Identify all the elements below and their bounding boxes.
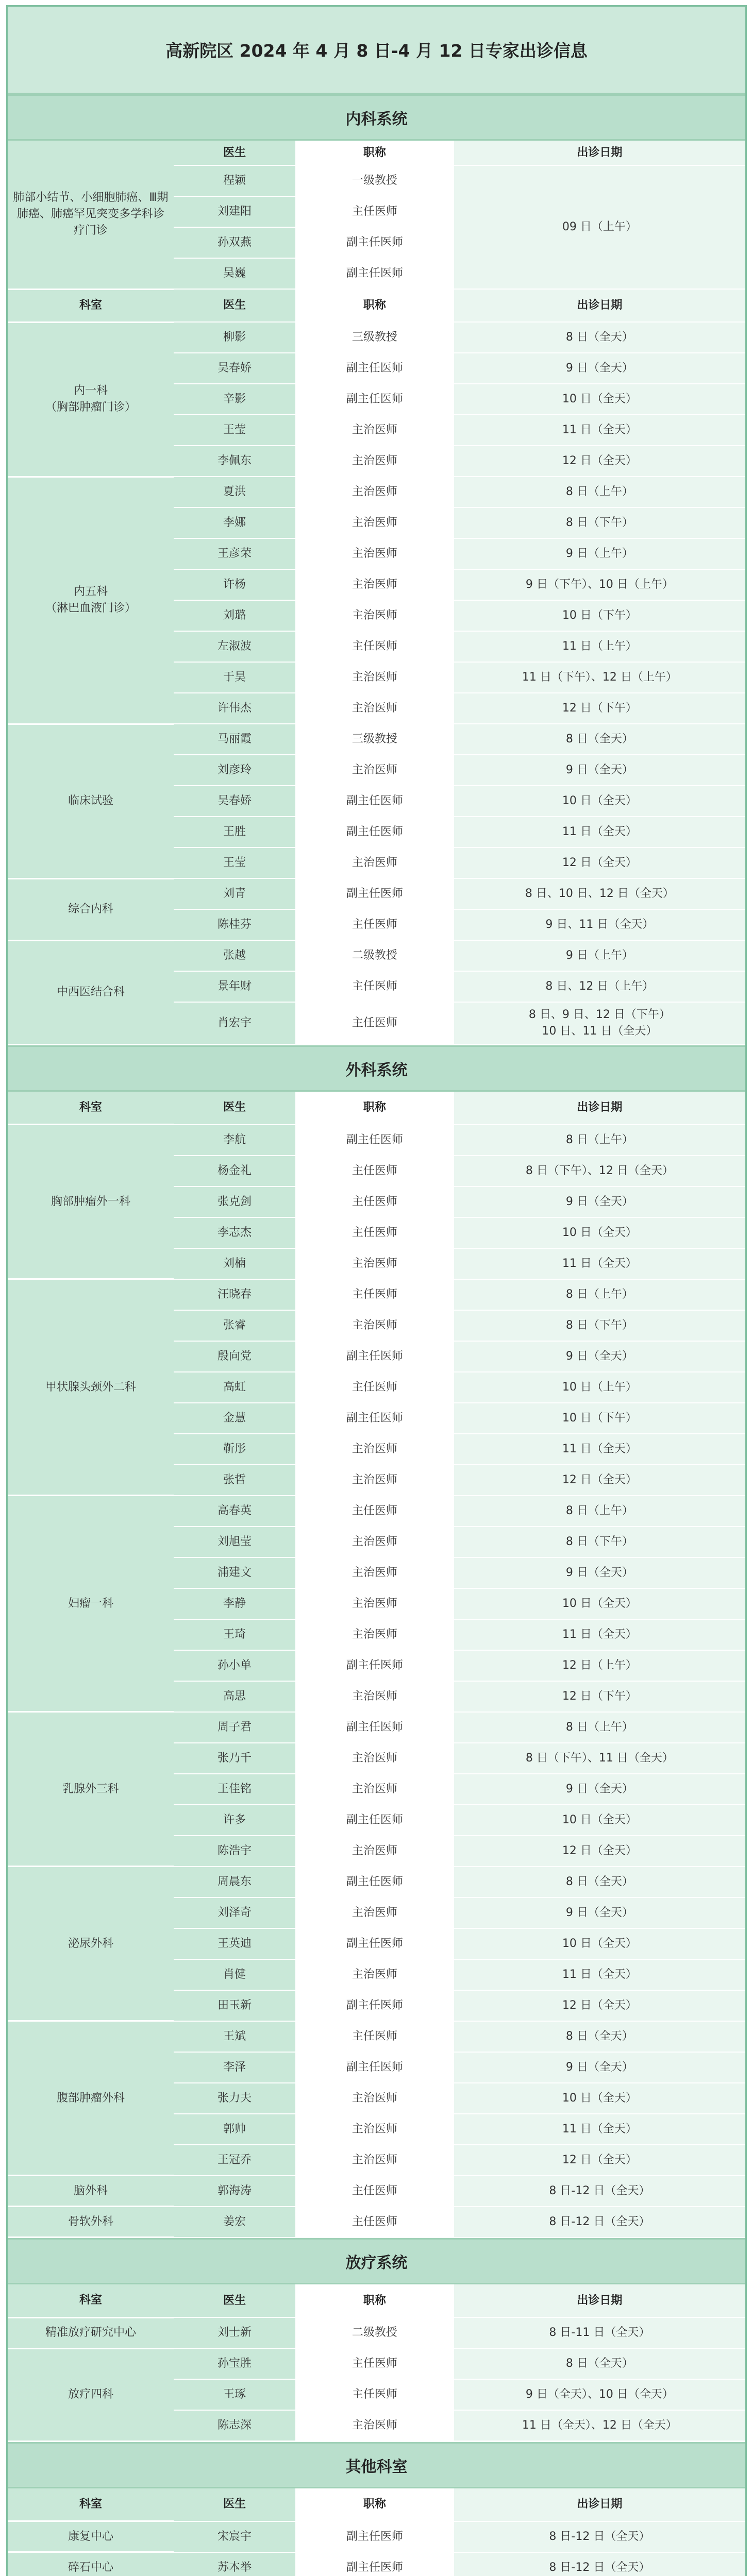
doctor-name: 辛影 — [174, 384, 295, 415]
visit-date: 9 日（全天） — [454, 1557, 745, 1588]
doctor-title: 副主任医师 — [295, 1805, 454, 1836]
visit-date: 8 日、12 日（上午） — [454, 971, 745, 1002]
doctor-title: 主任医师 — [295, 2348, 454, 2379]
table-row — [8, 2521, 745, 2552]
header-date: 出诊日期 — [454, 1092, 745, 1125]
department-name: 综合内科 — [8, 878, 174, 940]
department-name: 精准放疗研究中心 — [8, 2317, 174, 2348]
doctor-title: 一级教授 — [295, 165, 454, 196]
visit-date: 11 日（全天）、12 日（全天） — [454, 2410, 745, 2441]
header-dept: 科室 — [8, 1092, 174, 1125]
visit-date: 8 日（上午） — [454, 1712, 745, 1743]
doctor-name: 夏洪 — [174, 477, 295, 507]
doctor-title: 主治医师 — [295, 1557, 454, 1588]
visit-date: 10 日（下午） — [454, 1403, 745, 1434]
doctor-name: 李娜 — [174, 507, 295, 538]
department-name: 康复中心 — [8, 2521, 174, 2552]
header-dept: 科室 — [8, 2488, 174, 2521]
visit-date: 8 日、10 日、12 日（全天） — [454, 878, 745, 909]
doctor-title: 主治医师 — [295, 1465, 454, 1496]
visit-date: 12 日（全天） — [454, 2145, 745, 2176]
visit-date: 10 日（全天） — [454, 2083, 745, 2114]
doctor-title: 主治医师 — [295, 1836, 454, 1867]
doctor-title: 二级教授 — [295, 940, 454, 971]
doctor-title: 主治医师 — [295, 2145, 454, 2176]
visit-date: 8 日（上午） — [454, 1125, 745, 1156]
doctor-name: 孙双燕 — [174, 227, 295, 258]
schedule-table — [8, 1092, 745, 2239]
doctor-title: 主治医师 — [295, 538, 454, 569]
department-name: 临床试验 — [8, 724, 174, 878]
header-doctor: 医生 — [174, 2488, 295, 2521]
doctor-title: 主治医师 — [295, 662, 454, 693]
doctor-name: 张乃千 — [174, 1743, 295, 1774]
visit-date: 8 日-12 日（全天） — [454, 2521, 745, 2552]
doctor-title: 主任医师 — [295, 1279, 454, 1310]
doctor-name: 周晨东 — [174, 1867, 295, 1897]
doctor-name: 李志杰 — [174, 1217, 295, 1248]
doctor-name: 刘楠 — [174, 1248, 295, 1279]
visit-date: 8 日（全天） — [454, 1867, 745, 1897]
visit-date: 10 日（上午） — [454, 1372, 745, 1403]
doctor-name: 高虹 — [174, 1372, 295, 1403]
department-name: 甲状腺头颈外二科 — [8, 1279, 174, 1496]
table-row — [8, 2176, 745, 2207]
doctor-title: 主治医师 — [295, 1681, 454, 1712]
visit-date: 8 日-11 日（全天） — [454, 2317, 745, 2348]
doctor-title: 副主任医师 — [295, 2521, 454, 2552]
doctor-name: 刘泽奇 — [174, 1897, 295, 1928]
doctor-name: 张克剑 — [174, 1187, 295, 1217]
doctor-title: 主治医师 — [295, 1959, 454, 1990]
doctor-name: 王英迪 — [174, 1928, 295, 1959]
doctor-title: 主治医师 — [295, 1897, 454, 1928]
doctor-name: 陈桂芬 — [174, 909, 295, 940]
department-name: 内五科 （淋巴血液门诊） — [8, 477, 174, 724]
doctor-title: 二级教授 — [295, 2317, 454, 2348]
department-name: 乳腺外三科 — [8, 1712, 174, 1867]
doctor-name: 程颖 — [174, 165, 295, 196]
doctor-name: 张力夫 — [174, 2083, 295, 2114]
visit-date: 12 日（上午） — [454, 1650, 745, 1681]
visit-date: 10 日（全天） — [454, 384, 745, 415]
doctor-title: 副主任医师 — [295, 384, 454, 415]
doctor-title: 主治医师 — [295, 1619, 454, 1650]
table-row — [8, 2348, 745, 2379]
visit-date: 9 日（全天） — [454, 1774, 745, 1805]
header-title: 职称 — [295, 2284, 454, 2317]
doctor-title: 主任医师 — [295, 909, 454, 940]
doctor-title: 副主任医师 — [295, 1712, 454, 1743]
visit-date: 8 日（下午）、12 日（全天） — [454, 1156, 745, 1187]
visit-date: 10 日（全天） — [454, 786, 745, 817]
department-name: 骨软外科 — [8, 2207, 174, 2238]
doctor-name: 王莹 — [174, 848, 295, 878]
doctor-title: 主任医师 — [295, 2176, 454, 2207]
doctor-title: 副主任医师 — [295, 1990, 454, 2021]
table-row — [8, 2317, 745, 2348]
doctor-title: 副主任医师 — [295, 1928, 454, 1959]
visit-date: 12 日（下午） — [454, 1681, 745, 1712]
department-name: 肺部小结节、小细胞肺癌、Ⅲ期肺癌、肺癌罕见突变多学科诊疗门诊 — [8, 141, 174, 289]
doctor-title: 副主任医师 — [295, 1125, 454, 1156]
table-row — [8, 1867, 745, 1897]
doctor-name: 景年财 — [174, 971, 295, 1002]
header-dept: 科室 — [8, 289, 174, 322]
doctor-name: 刘建阳 — [174, 196, 295, 227]
doctor-title: 主任医师 — [295, 1217, 454, 1248]
doctor-name: 王彦荣 — [174, 538, 295, 569]
doctor-title: 主治医师 — [295, 755, 454, 786]
section-title: 其他科室 — [8, 2442, 745, 2488]
doctor-title: 主任医师 — [295, 2021, 454, 2052]
visit-date: 12 日（全天） — [454, 848, 745, 878]
doctor-name: 王琢 — [174, 2379, 295, 2410]
table-header-row — [8, 2284, 745, 2317]
table-row — [8, 1712, 745, 1743]
visit-date: 8 日、9 日、12 日（下午） 10 日、11 日（全天） — [454, 1002, 745, 1044]
visit-date: 12 日（全天） — [454, 446, 745, 477]
header-doctor: 医生 — [174, 141, 295, 165]
visit-date: 8 日（下午） — [454, 1527, 745, 1557]
doctor-name: 周子君 — [174, 1712, 295, 1743]
doctor-title: 主治医师 — [295, 2083, 454, 2114]
doctor-title: 主治医师 — [295, 1743, 454, 1774]
doctor-name: 刘青 — [174, 878, 295, 909]
visit-date: 10 日（全天） — [454, 1217, 745, 1248]
department-name: 泌尿外科 — [8, 1867, 174, 2021]
visit-date: 11 日（全天） — [454, 2114, 745, 2145]
visit-date: 9 日（全天） — [454, 2052, 745, 2083]
header-date: 出诊日期 — [454, 2488, 745, 2521]
doctor-name: 苏本举 — [174, 2552, 295, 2576]
visit-date: 8 日（下午） — [454, 1310, 745, 1341]
header-doctor: 医生 — [174, 2284, 295, 2317]
visit-date: 10 日（全天） — [454, 1805, 745, 1836]
doctor-name: 陈志深 — [174, 2410, 295, 2441]
doctor-name: 许多 — [174, 1805, 295, 1836]
doctor-name: 杨金礼 — [174, 1156, 295, 1187]
doctor-title: 主治医师 — [295, 415, 454, 446]
header-date: 出诊日期 — [454, 289, 745, 322]
department-name: 腹部肿瘤外科 — [8, 2021, 174, 2176]
doctor-name: 左淑波 — [174, 631, 295, 662]
doctor-name: 田玉新 — [174, 1990, 295, 2021]
doctor-title: 主治医师 — [295, 477, 454, 507]
visit-date: 8 日-12 日（全天） — [454, 2207, 745, 2238]
doctor-name: 许杨 — [174, 569, 295, 600]
section-title: 外科系统 — [8, 1045, 745, 1092]
doctor-name: 宋宸宇 — [174, 2521, 295, 2552]
doctor-name: 王冠乔 — [174, 2145, 295, 2176]
doctor-title: 副主任医师 — [295, 1341, 454, 1372]
section-title: 放疗系统 — [8, 2238, 745, 2284]
doctor-title: 主治医师 — [295, 2114, 454, 2145]
doctor-name: 张哲 — [174, 1465, 295, 1496]
doctor-title: 主治医师 — [295, 1774, 454, 1805]
doctor-name: 浦建文 — [174, 1557, 295, 1588]
department-name: 内一科 （胸部肿瘤门诊） — [8, 322, 174, 477]
table-row — [8, 2207, 745, 2238]
doctor-title: 主治医师 — [295, 569, 454, 600]
visit-date: 9 日（上午） — [454, 940, 745, 971]
doctor-title: 副主任医师 — [295, 786, 454, 817]
visit-date: 8 日（全天） — [454, 2021, 745, 2052]
doctor-title: 主治医师 — [295, 1588, 454, 1619]
visit-date: 12 日（下午） — [454, 693, 745, 724]
doctor-name: 张睿 — [174, 1310, 295, 1341]
doctor-title: 副主任医师 — [295, 258, 454, 289]
doctor-title: 主治医师 — [295, 507, 454, 538]
doctor-name: 孙小单 — [174, 1650, 295, 1681]
doctor-title: 主任医师 — [295, 2207, 454, 2238]
doctor-title: 主治医师 — [295, 693, 454, 724]
schedule-table — [8, 2488, 745, 2576]
visit-date: 11 日（全天） — [454, 1434, 745, 1465]
visit-date: 11 日（全天） — [454, 1619, 745, 1650]
department-name: 妇瘤一科 — [8, 1496, 174, 1712]
doctor-title: 副主任医师 — [295, 227, 454, 258]
doctor-title: 主任医师 — [295, 631, 454, 662]
doctor-name: 孙宝胜 — [174, 2348, 295, 2379]
table-row — [8, 1279, 745, 1310]
doctor-name: 王斌 — [174, 2021, 295, 2052]
table-row — [8, 477, 745, 507]
doctor-name: 李航 — [174, 1125, 295, 1156]
visit-date: 8 日（下午） — [454, 507, 745, 538]
header-date: 出诊日期 — [454, 2284, 745, 2317]
doctor-title: 主治医师 — [295, 2410, 454, 2441]
doctor-name: 李静 — [174, 1588, 295, 1619]
header-doctor: 医生 — [174, 1092, 295, 1125]
doctor-name: 肖健 — [174, 1959, 295, 1990]
header-dept: 科室 — [8, 2284, 174, 2317]
doctor-title: 副主任医师 — [295, 817, 454, 848]
visit-date: 11 日（全天） — [454, 415, 745, 446]
visit-date: 8 日（全天） — [454, 2348, 745, 2379]
header-title: 职称 — [295, 1092, 454, 1125]
doctor-title: 主治医师 — [295, 1527, 454, 1557]
visit-date: 9 日（全天） — [454, 1341, 745, 1372]
doctor-name: 汪晓春 — [174, 1279, 295, 1310]
department-name: 胸部肿瘤外一科 — [8, 1125, 174, 1279]
table-row — [8, 724, 745, 755]
page-title: 高新院区 2024 年 4 月 8 日-4 月 12 日专家出诊信息 — [8, 7, 745, 94]
department-name: 碎石中心 — [8, 2552, 174, 2576]
table-row — [8, 1496, 745, 1527]
visit-date: 8 日（全天） — [454, 322, 745, 353]
visit-date: 9 日（全天） — [454, 1897, 745, 1928]
doctor-title: 主任医师 — [295, 971, 454, 1002]
department-name: 中西医结合科 — [8, 940, 174, 1044]
table-row — [8, 2552, 745, 2576]
doctor-name: 刘彦玲 — [174, 755, 295, 786]
header-title: 职称 — [295, 141, 454, 165]
doctor-name: 金慧 — [174, 1403, 295, 1434]
visit-date: 8 日-12 日（全天） — [454, 2176, 745, 2207]
section-title: 内科系统 — [8, 94, 745, 141]
doctor-title: 副主任医师 — [295, 353, 454, 384]
doctor-title: 主治医师 — [295, 600, 454, 631]
doctor-title: 主任医师 — [295, 1496, 454, 1527]
schedule-table — [8, 2284, 745, 2442]
doctor-name: 张越 — [174, 940, 295, 971]
visit-date: 9 日（全天） — [454, 755, 745, 786]
doctor-title: 三级教授 — [295, 322, 454, 353]
schedule-table — [8, 141, 745, 1045]
doctor-title: 副主任医师 — [295, 1650, 454, 1681]
visit-date: 8 日（上午） — [454, 1496, 745, 1527]
header-doctor: 医生 — [174, 289, 295, 322]
doctor-name: 吴巍 — [174, 258, 295, 289]
visit-date: 12 日（全天） — [454, 1465, 745, 1496]
doctor-title: 主任医师 — [295, 1156, 454, 1187]
doctor-name: 王莹 — [174, 415, 295, 446]
doctor-name: 于昊 — [174, 662, 295, 693]
table-header-row — [8, 1092, 745, 1125]
visit-date: 8 日（全天） — [454, 724, 745, 755]
doctor-name: 李佩东 — [174, 446, 295, 477]
visit-date: 8 日-12 日（全天） — [454, 2552, 745, 2576]
doctor-name: 陈浩宇 — [174, 1836, 295, 1867]
visit-date: 10 日（下午） — [454, 600, 745, 631]
doctor-name: 郭海涛 — [174, 2176, 295, 2207]
mdt-header-row — [8, 141, 745, 165]
visit-date: 9 日（全天） — [454, 353, 745, 384]
department-name: 脑外科 — [8, 2176, 174, 2207]
department-name: 放疗四科 — [8, 2348, 174, 2441]
header-title: 职称 — [295, 2488, 454, 2521]
table-row — [8, 322, 745, 353]
doctor-title: 主治医师 — [295, 1248, 454, 1279]
doctor-title: 副主任医师 — [295, 1403, 454, 1434]
doctor-name: 刘士新 — [174, 2317, 295, 2348]
visit-date: 11 日（上午） — [454, 631, 745, 662]
doctor-name: 柳影 — [174, 322, 295, 353]
doctor-title: 主治医师 — [295, 1310, 454, 1341]
doctor-title: 主治医师 — [295, 1434, 454, 1465]
visit-date: 9 日（上午） — [454, 538, 745, 569]
doctor-title: 主任医师 — [295, 1002, 454, 1044]
visit-date: 11 日（全天） — [454, 1959, 745, 1990]
doctor-name: 吴春娇 — [174, 353, 295, 384]
visit-date: 8 日（下午）、11 日（全天） — [454, 1743, 745, 1774]
header-title: 职称 — [295, 289, 454, 322]
doctor-name: 李泽 — [174, 2052, 295, 2083]
doctor-name: 许伟杰 — [174, 693, 295, 724]
doctor-title: 主治医师 — [295, 848, 454, 878]
visit-date: 10 日（全天） — [454, 1588, 745, 1619]
doctor-title: 主任医师 — [295, 1372, 454, 1403]
doctor-name: 王胜 — [174, 817, 295, 848]
visit-date: 11 日（下午）、12 日（上午） — [454, 662, 745, 693]
doctor-title: 副主任医师 — [295, 2552, 454, 2576]
table-row — [8, 2021, 745, 2052]
visit-date: 10 日（全天） — [454, 1928, 745, 1959]
doctor-name: 郭帅 — [174, 2114, 295, 2145]
table-header-row — [8, 289, 745, 322]
visit-date: 12 日（全天） — [454, 1836, 745, 1867]
doctor-name: 高春英 — [174, 1496, 295, 1527]
doctor-title: 主治医师 — [295, 446, 454, 477]
doctor-name: 刘璐 — [174, 600, 295, 631]
doctor-title: 主任医师 — [295, 2379, 454, 2410]
visit-date: 8 日（上午） — [454, 477, 745, 507]
visit-date: 9 日（下午）、10 日（上午） — [454, 569, 745, 600]
doctor-title: 副主任医师 — [295, 1867, 454, 1897]
doctor-name: 靳彤 — [174, 1434, 295, 1465]
schedule-sheet — [6, 5, 747, 2576]
doctor-name: 姜宏 — [174, 2207, 295, 2238]
header-date: 出诊日期 — [454, 141, 745, 165]
table-row — [8, 940, 745, 971]
visit-date: 11 日（全天） — [454, 1248, 745, 1279]
visit-date: 9 日、11 日（全天） — [454, 909, 745, 940]
visit-date: 09 日（上午） — [454, 165, 745, 289]
doctor-name: 王佳铭 — [174, 1774, 295, 1805]
doctor-title: 副主任医师 — [295, 2052, 454, 2083]
visit-date: 9 日（全天）、10 日（全天） — [454, 2379, 745, 2410]
doctor-title: 三级教授 — [295, 724, 454, 755]
doctor-name: 殷向党 — [174, 1341, 295, 1372]
visit-date: 12 日（全天） — [454, 1990, 745, 2021]
doctor-name: 王琦 — [174, 1619, 295, 1650]
table-row — [8, 1125, 745, 1156]
doctor-name: 高思 — [174, 1681, 295, 1712]
doctor-title: 副主任医师 — [295, 878, 454, 909]
table-header-row — [8, 2488, 745, 2521]
doctor-name: 马丽霞 — [174, 724, 295, 755]
table-row — [8, 878, 745, 909]
doctor-name: 刘旭莹 — [174, 1527, 295, 1557]
visit-date: 9 日（全天） — [454, 1187, 745, 1217]
doctor-title: 主任医师 — [295, 1187, 454, 1217]
doctor-name: 吴春娇 — [174, 786, 295, 817]
sections-container — [8, 94, 745, 2576]
doctor-title: 主任医师 — [295, 196, 454, 227]
visit-date: 11 日（全天） — [454, 817, 745, 848]
visit-date: 8 日（上午） — [454, 1279, 745, 1310]
doctor-name: 肖宏宇 — [174, 1002, 295, 1044]
